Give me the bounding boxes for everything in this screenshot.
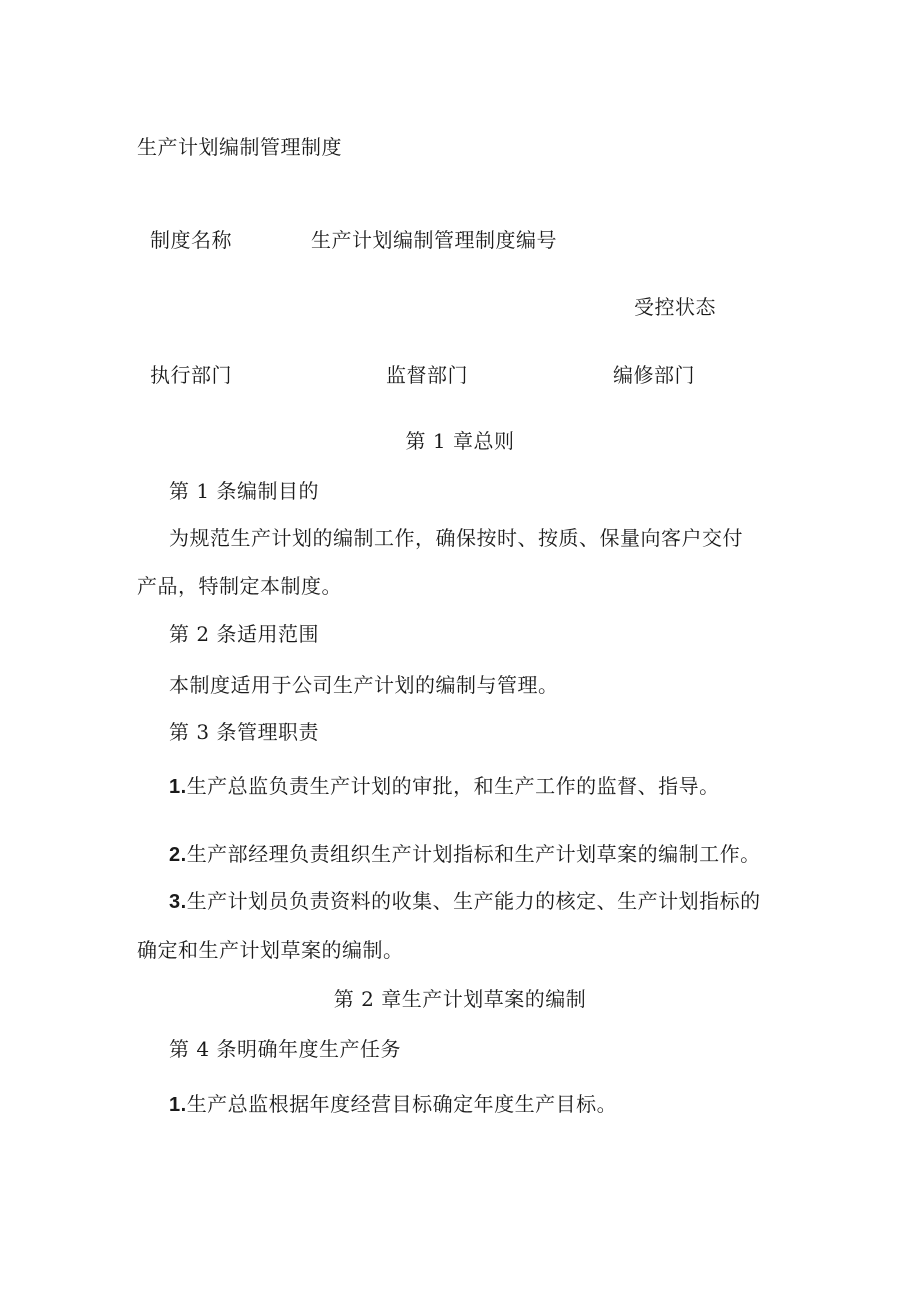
chapter-2-heading: 第 2 章生产计划草案的编制	[333, 987, 587, 1011]
list-item-text: 生产计划员负责资料的收集、生产能力的核定、生产计划指标的	[186, 889, 761, 913]
list-item-number: 2.	[169, 844, 187, 866]
list-item-number: 3.	[169, 891, 187, 913]
article-1-title: 第 1 条编制目的	[169, 479, 319, 503]
article-1-text-line-1: 为规范生产计划的编制工作，确保按时、按质、保量向客户交付	[169, 526, 743, 550]
control-status-label: 受控状态	[634, 295, 716, 319]
editing-dept-label: 编修部门	[613, 363, 695, 387]
regulation-name-value: 生产计划编制管理制度编号	[311, 228, 557, 252]
list-item	[169, 840, 761, 869]
list-item	[169, 1090, 617, 1119]
list-item	[169, 887, 761, 916]
article-1-text-line-2: 产品，特制定本制度。	[137, 574, 342, 598]
list-item-text: 生产部经理负责组织生产计划指标和生产计划草案的编制工作。	[186, 842, 761, 866]
document-title: 生产计划编制管理制度	[137, 135, 342, 159]
regulation-name-label: 制度名称	[150, 228, 232, 252]
executing-dept-label: 执行部门	[150, 363, 232, 387]
list-item-number: 1.	[169, 1094, 187, 1116]
article-2-title: 第 2 条适用范围	[169, 622, 319, 646]
article-3-title: 第 3 条管理职责	[169, 720, 319, 744]
list-item-number: 1.	[169, 776, 187, 798]
list-item-text: 生产总监负责生产计划的审批，和生产工作的监督、指导。	[186, 774, 720, 798]
supervising-dept-label: 监督部门	[386, 363, 468, 387]
list-item	[169, 772, 720, 801]
chapter-1-heading: 第 1 章总则	[405, 429, 515, 453]
article-4-title: 第 4 条明确年度生产任务	[169, 1037, 401, 1061]
list-item-text-continuation: 确定和生产计划草案的编制。	[137, 938, 404, 962]
article-2-text: 本制度适用于公司生产计划的编制与管理。	[169, 673, 559, 697]
list-item-text: 生产总监根据年度经营目标确定年度生产目标。	[186, 1092, 618, 1116]
